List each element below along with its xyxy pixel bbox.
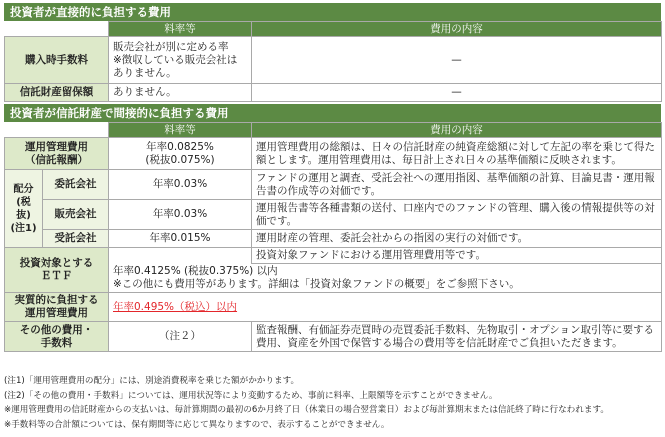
empty-corner xyxy=(5,22,109,37)
purchase-fee-content: — xyxy=(252,37,662,84)
target-etf-content: 投資対象ファンドにおける運用管理費用等です。 xyxy=(252,248,662,264)
allocation-label: 配分 (税抜) (注1) xyxy=(5,170,43,248)
allocation-distributor-label: 販売会社 xyxy=(43,200,109,230)
mgmt-fee-label: 運用管理費用 （信託報酬） xyxy=(5,138,109,170)
allocation-trustee-rate: 年率0.015% xyxy=(109,230,252,248)
purchase-fee-label: 購入時手数料 xyxy=(5,37,109,84)
allocation-consignor-label: 委託会社 xyxy=(43,170,109,200)
target-etf-label: 投資対象とする ＥＴＦ xyxy=(5,248,109,293)
reserve-content: — xyxy=(252,84,662,102)
effective-fee-label: 実質的に負担する 運用管理費用 xyxy=(5,293,109,322)
allocation-distributor-rate: 年率0.03% xyxy=(109,200,252,230)
reserve-label: 信託財産留保額 xyxy=(5,84,109,102)
empty-corner-2 xyxy=(5,123,109,138)
header-content: 費用の内容 xyxy=(252,22,662,37)
indirect-fee-table xyxy=(4,122,662,352)
footnotes xyxy=(4,374,661,432)
reserve-rate: ありません。 xyxy=(109,84,252,102)
allocation-distributor-content: 運用報告書等各種書類の送付、口座内でのファンドの管理、購入後の情報提供等の対価です。 xyxy=(252,200,662,230)
allocation-consignor-content: ファンドの運用と調査、受託会社への運用指図、基準価額の計算、目論見書・運用報告書の作成等の対価です。 xyxy=(252,170,662,200)
footnote-4: ※手数料等の合計額については、保有期間等に応じて異なりますので、表示することができません。 xyxy=(4,419,390,430)
mgmt-fee-content: 運用管理費用の総額は、日々の信託財産の純資産総額に対して左記の率を乗じて得た額とします。運用管理費用は、毎日計上され日々の基準価額に反映されます。 xyxy=(252,138,662,170)
footnote-3: ※運用管理費用の信託財産からの支払いは、毎計算期間の最初の6か月終了日（休業日の場合翌営業日）および毎計算期末または信託終了時に行なわれます。 xyxy=(4,405,609,415)
target-etf-rate: 年率0.4125% (税抜0.375%) 以内 ※この他にも費用等があります。詳細は「投資対象ファンドの概要」をご参照下さい。 xyxy=(109,264,662,293)
header-content-2: 費用の内容 xyxy=(252,123,662,138)
direct-fee-table xyxy=(4,21,662,102)
mgmt-fee-rate: 年率0.0825% (税抜0.075%) xyxy=(109,138,252,170)
other-fee-label: その他の費用・ 手数料 xyxy=(5,322,109,352)
effective-fee-rate: 年率0.495%（税込）以内 xyxy=(113,300,238,313)
allocation-trustee-content: 運用財産の管理、委託会社からの指図の実行の対価です。 xyxy=(252,230,662,248)
header-rate: 料率等 xyxy=(109,22,252,37)
effective-fee-cell xyxy=(109,293,662,322)
allocation-trustee-label: 受託会社 xyxy=(43,230,109,248)
other-fee-rate: （注２） xyxy=(109,322,252,352)
target-etf-spacer xyxy=(109,248,252,264)
footnote-1: (注1)「運用管理費用の配分」には、別途消費税率を乗じた額がかかります。 xyxy=(4,376,300,386)
section-indirect-title: 投資者が信託財産で間接的に負担する費用 xyxy=(4,104,661,122)
section-direct-title: 投資者が直接的に負担する費用 xyxy=(4,3,661,21)
footnote-2: (注2)「その他の費用・手数料」については、運用状況等により変動するため、事前に料率、上限額等を示すことができません。 xyxy=(4,390,498,401)
purchase-fee-rate: 販売会社が別に定める率 ※徴収している販売会社は ありません。 xyxy=(109,37,252,84)
other-fee-content: 監査報酬、有価証券売買時の売買委託手数料、先物取引・オプション取引等に要する費用、資産を外国で保管する場合の費用等を信託財産でご負担いただきます。 xyxy=(252,322,662,352)
header-rate-2: 料率等 xyxy=(109,123,252,138)
allocation-consignor-rate: 年率0.03% xyxy=(109,170,252,200)
